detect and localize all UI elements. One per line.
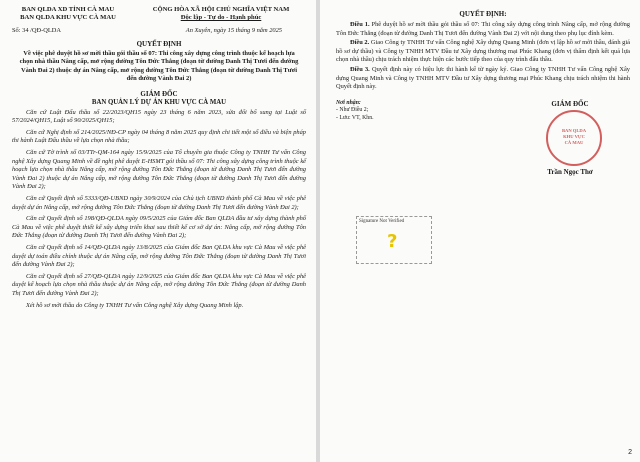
legal-basis-paragraph: Căn cứ Luật Đấu thầu số 22/2023/QH15 ngày 23 tháng 6 năm 2023, sửa đổi bổ sung tại Luật số 57/2024/QH15, Luật số 90/2025/QH15;: [12, 108, 306, 125]
digital-signature-box: [356, 216, 432, 264]
doc-meta: [12, 27, 306, 34]
article-2: [336, 39, 630, 65]
decision-page-1: [0, 0, 316, 462]
legal-basis-paragraph: Căn cứ Nghị định số 214/2025/NĐ-CP ngày 04 tháng 8 năm 2025 quy định chi tiết một số điều và biện pháp thi hành Luật Đấu thầu về lựa chọn nhà thầu;: [12, 128, 306, 145]
question-mark-icon: ?: [387, 231, 398, 252]
agency-name: BAN QLDA KHU VỰC CÀ MAU: [20, 14, 116, 21]
article-3: [336, 66, 630, 92]
recipients-heading: Nơi nhận:: [336, 99, 361, 106]
doc-date: An Xuyên, ngày 15 tháng 9 năm 2025: [185, 27, 282, 34]
national-motto: [136, 6, 306, 22]
doc-number: Số: 34 /QĐ-QLDA: [12, 27, 61, 34]
article-1-text: Phê duyệt hồ sơ mời thầu gói thầu số 07: Thi công xây dựng công trình Nâng cấp, mở rộng đường Tôn Đức Thắng (đoạn từ đường Danh Thị Tươi đến đường Vành Đai 2) với nội dung theo phụ lục đính kèm.: [336, 21, 630, 37]
official-seal-icon: BAN QLDA KHU VỰC CÀ MAU: [546, 110, 602, 166]
signer-block: [510, 100, 630, 176]
signer-title: GIÁM ĐỐC: [551, 99, 589, 108]
signature-section: [336, 100, 630, 176]
doc-subject: Về việc phê duyệt hồ sơ mời thầu gói thầu số 07: Thi công xây dựng công trình thuộc kế hoạch lựa chọn nhà thầu Nâng cấp, mở rộng đường Tôn Đức Thắng (đoạn từ đường Danh Thị Tươi đến đường Vành Đai 2) thuộc dự án Nâng cấp, mở rộng đường Tôn Đức Thắng (đoạn từ đường Danh Thị Tươi đến đường Vành Đai 2): [19, 50, 299, 83]
signature-status: Signature Not Verified: [359, 219, 405, 224]
decision-heading: QUYẾT ĐỊNH:: [459, 10, 507, 18]
article-1: [336, 21, 630, 38]
agency-full-name: BAN QUẢN LÝ DỰ ÁN KHU VỰC CÀ MAU: [91, 98, 227, 106]
recipient-item: - Như Điều 2;: [336, 107, 369, 114]
decision-page-2: [320, 0, 640, 462]
country-name: CỘNG HÒA XÃ HỘI CHỦ NGHĨA VIỆT NAM: [152, 6, 290, 13]
recipients: [336, 100, 374, 176]
issuing-agency: [12, 6, 124, 22]
article-3-label: Điều 3.: [350, 65, 370, 73]
legal-basis-paragraph: Xét hồ sơ mời thầu do Công ty TNHH Tư vấn Công nghệ Xây dựng Quang Minh lập.: [26, 301, 244, 309]
document-header: [12, 6, 306, 22]
recipient-item: - Lưu: VT, Khn.: [336, 114, 374, 121]
article-2-text: Giao Công ty TNHH Tư vấn Công nghệ Xây dựng Quang Minh (đơn vị lập hồ sơ mời thầu, đánh giá hồ sơ dự thầu) và Công ty TNHH MTV Đầu tư Xây dựng thương mại Phúc Khang (đơn vị thẩm định kết quả lựa chọn nhà thầu) chịu trách nhiệm thực hiện các bước tiếp theo của quy trình đấu thầu.: [336, 39, 630, 64]
legal-basis-paragraph: Căn cứ Tờ trình số 03/TTr-QM-164 ngày 15/9/2025 của Tổ chuyên gia thuộc Công ty TNHH Tư vấn Công nghệ Xây dựng Quang Minh về đề nghị phê duyệt E-HSMT gói thầu số 07: Thi công xây dựng công trình thuộc kế hoạch lựa chọn nhà thầu Nâng cấp, mở rộng đường Tôn Đức Thắng (đoạn từ đường Danh Thị Tươi đến đường Vành Đai 2) thuộc dự án Nâng cấp, mở rộng đường Tôn Đức Thắng (đoạn từ đường Danh Thị Tươi đến đường Vành Đai 2);: [12, 149, 306, 191]
director-title: GIÁM ĐỐC: [140, 89, 178, 98]
parent-agency: BAN QLDA XD TỈNH CÀ MAU: [21, 6, 115, 13]
legal-basis-paragraph: Căn cứ Quyết định số 198/QĐ-QLDA ngày 09/5/2025 của Giám đốc Ban QLDA đầu tư xây dựng thành phố Cà Mau về việc phê duyệt thiết kế xây dựng triển khai sau thiết kế cơ sở dự án: Nâng cấp, mở rộng đường Tôn Đức Thắng (đoạn từ đường Danh Thị Tươi đến đường Vành Đai 2);: [12, 215, 306, 240]
article-2-label: Điều 2.: [350, 39, 370, 47]
article-3-text: Quyết định này có hiệu lực thi hành kể từ ngày ký. Giao Công ty TNHH Tư vấn Công nghệ Xây dựng Quang Minh và Công ty TNHH MTV Đầu tư Xây dựng thương mại Phúc Khang chịu trách nhiệm thi hành Quyết định này.: [336, 65, 630, 91]
signer-name: Trần Ngọc Thơ: [547, 167, 593, 176]
legal-basis-paragraph: Căn cứ Quyết định số 27/QĐ-QLDA ngày 12/9/2025 của Giám đốc Ban QLDA khu vực Cà Mau về việc phê duyệt kế hoạch lựa chọn nhà thầu thuộc dự án Nâng cấp, mở rộng đường Tôn Đức Thắng (đoạn từ đường Danh Thị Tươi đến đường Vành Đai 2);: [12, 272, 306, 297]
motto: Độc lập - Tự do - Hạnh phúc: [180, 14, 262, 21]
legal-basis-paragraph: Căn cứ Quyết định số 14/QĐ-QLDA ngày 13/8/2025 của Giám đốc Ban QLDA khu vực Cà Mau về việc phê duyệt dự toán điều chỉnh thuộc dự án Nâng cấp, mở rộng đường Tôn Đức Thắng (đoạn từ đường Danh Thị Tươi đến đường Vành Đai 2);: [12, 243, 306, 269]
page-number: 2: [628, 449, 632, 456]
legal-basis-paragraph: Căn cứ Quyết định số 5333/QĐ-UBND ngày 30/9/2024 của Chủ tịch UBND thành phố Cà Mau về việc phê duyệt dự án Nâng cấp, mở rộng đường Tôn Đức Thắng (đoạn từ đường Danh Thị Tươi đến đường Vành Đai 2);: [12, 194, 306, 211]
doc-title: QUYẾT ĐỊNH: [136, 40, 182, 48]
legal-basis: [12, 109, 306, 310]
article-1-label: Điều 1.: [350, 21, 370, 28]
